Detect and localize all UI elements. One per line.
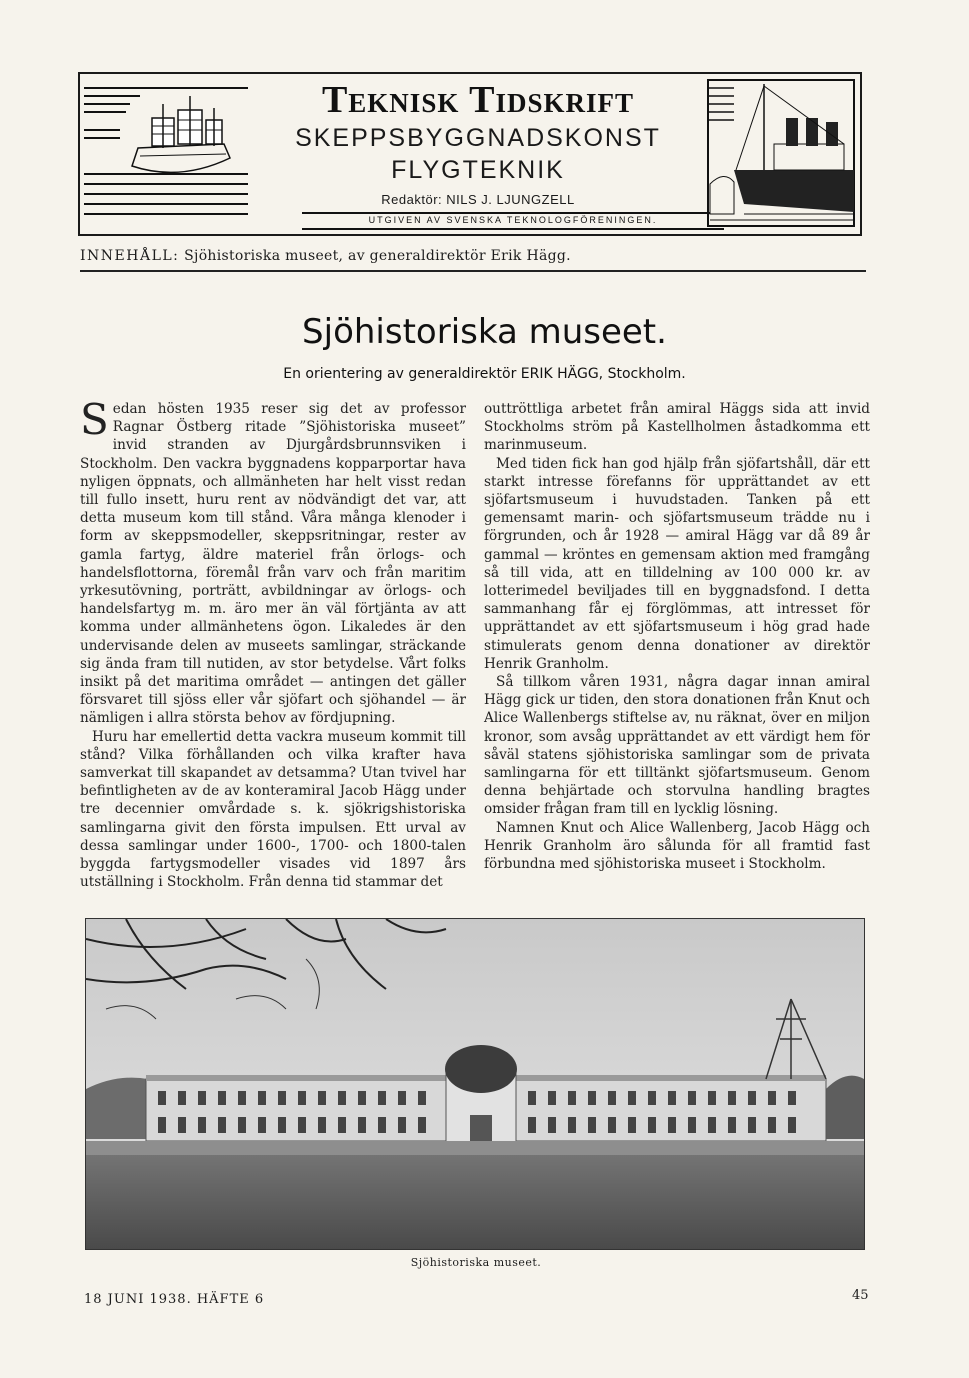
sailing-ship-illustration <box>80 74 252 234</box>
article-subtitle: En orientering av generaldirektör ERIK HÄGG, Stockholm. <box>283 366 686 382</box>
page-number: 45 <box>852 1288 869 1303</box>
journal-section-1: SKEPPSBYGGNADSKONST <box>295 124 661 152</box>
journal-section-2: FLYGTEKNIK <box>391 156 565 184</box>
drop-cap: S <box>80 395 109 444</box>
table-of-contents <box>80 248 866 272</box>
paragraph: Huru har emellertid detta vackra museum kommit till stånd? Vilka förhållanden och vilka krafter hava samverkat till skapandet av detsamma? Utan tvivel har befintligheten av de av konteramiral Jacob Hägg under tre decennier omvårdade s. k. sjökrigshistoriska samlingarna givit den första impulsen. Ett urval av dessa samlingar under 1600-, 1700- och 1800-talen byggda fartygsmodeller visades vid 1897 års utställning i Stockholm. Från denna tid stammar det <box>80 728 466 891</box>
paragraph-text: edan hösten 1935 reser sig det av professor Ragnar Östberg ritade ”Sjöhistoriska museet” invid stranden av Djurgårdsbrunnsviken i Stockholm. Den vackra byggnadens kopparportar hava nyligen öppnats, och allmänheten har helt visst redan till fullo insett, huru rent av nödvändigt det var, att detta museum kom till stånd. Våra många klenoder i form av skeppsmodeller, skeppsritningar, rester av gamla fartyg, äldre materiel från örlogs- och handelsflottorna, föremål från varv och från maritim yrkesutövning, porträtt, avbildningar av örlogs- och handelsfartyg m. m. äro mer än väl förtjänta av att komma under allmänhetens ögon. Likaledes är den undervisande delen av museets samlingar, sträckande sig ända fram till nutiden, av stor betydelse. Vårt folks insikt på det maritima området — antingen det gäller försvaret till sjöss eller vår sjöfart och sjöhandel — är nämligen i allra största behov av fördjupning. <box>80 401 466 727</box>
paragraph: outtröttliga arbetet från amiral Häggs sida att invid Stockholms ström på Kastellholmen åstadkomma ett marinmuseum. <box>484 401 870 454</box>
masthead-center <box>252 74 704 234</box>
contents-label: INNEHÅLL: <box>80 248 180 264</box>
article-title: Sjöhistoriska museet. <box>302 312 667 352</box>
paragraph <box>80 395 466 728</box>
issue-date: 18 JUNI 1938. HÄFTE 6 <box>84 1292 265 1307</box>
right-column <box>484 400 870 873</box>
photo-caption: Sjöhistoriska museet. <box>410 1256 542 1269</box>
publisher-banner: UTGIVEN AV SVENSKA TEKNOLOGFÖRENINGEN. <box>302 212 724 230</box>
contents-text: Sjöhistoriska museet, av generaldirektör Erik Hägg. <box>184 248 571 264</box>
journal-title: Teknisk Tidskrift <box>321 79 635 121</box>
paragraph: Namnen Knut och Alice Wallenberg, Jacob Hägg och Henrik Granholm äro sålunda för all framtid fast förbundna med sjöhistoriska museet i Stockholm. <box>484 819 870 873</box>
paragraph: Med tiden fick han god hjälp från sjöfartshåll, där ett starkt intresse förefanns för upprättandet av ett sjöfartsmuseum i huvudstaden. Tanken på ett gemensamt marin- och sjöfartsmuseum trädde nu i förgrunden, och år 1928 — amiral Hägg var då 89 år gammal — kröntes en gemensam aktion med framgång så till vida, att en tilldelning av 100 000 kr. av lotterimedel beviljades till en byggnadsfond. I detta sammanhang får ej förglömmas, att intresset för upprättandet av ett sjöfartsmuseum i hög grad hade stimulerats genom denna donationer av direktör Henrik Granholm. <box>484 455 870 672</box>
steamship-illustration <box>704 74 860 234</box>
paragraph: Så tillkom våren 1931, några dagar innan amiral Hägg gick ur tiden, den stora donationen från Knut och Alice Wallenbergs stiftelse av, nu räknat, över en miljon kronor, som avsåg upprättandet av ett värdigt hem för såväl statens sjöhistoriska samlingar som de privata samlingarna för ett tilltänkt sjöfartsmuseum. Genom denna behjärtade och storvulna handling bragtes omsider frågan fram till en lycklig lösning. <box>484 674 870 818</box>
masthead <box>78 72 862 236</box>
journal-editor: Redaktör: NILS J. LJUNGZELL <box>381 192 575 207</box>
museum-photograph <box>85 918 865 1250</box>
left-column <box>80 395 466 891</box>
